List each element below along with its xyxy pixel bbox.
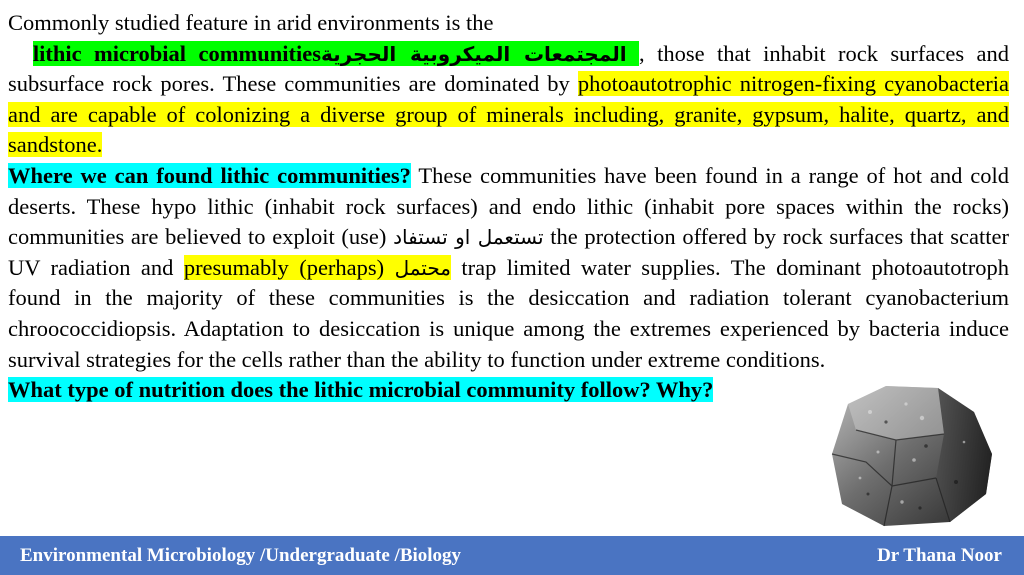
paragraph2-body-3: trap limited water supplies. The dominant photoautotroph found in the majority of these communities is the desiccation and radiation tolerant cyanobacterium chroococcidiopsis. Adaptation to desiccation is unique among the extremes experienced by bacteria induce survival strategies for the cells rather than the ability to function under extreme conditions.	[8, 254, 1009, 372]
paragraph2-body-2: the protection offered by rock surfaces that scatter UV radiation and	[8, 224, 1009, 280]
paragraph1-body: , those that inhabit rock surfaces and subsurface rock pores. These communities are dominated by	[8, 40, 1010, 97]
paragraph2-body-1: These communities have been found in a range of hot and cold deserts. These hypo lithic (inhabit rock surfaces) and endo lithic (inhabit pore spaces within the rocks) communities are believed to exploit (use)	[8, 162, 1009, 250]
presumably-highlight	[184, 255, 451, 280]
lithic-term-arabic: المجتمعات الميكروبية الحجرية	[320, 41, 627, 66]
footer-bar	[0, 536, 1024, 575]
intro-text: Commonly studied feature in arid environments is the	[8, 10, 494, 35]
where-found-question: Where we can found lithic communities?	[8, 162, 411, 188]
paragraph-lithic-communities	[8, 39, 1009, 161]
paragraph-where-found	[8, 161, 1009, 375]
arabic-presumably: محتمل	[394, 255, 451, 280]
slide-body	[8, 8, 1009, 406]
arabic-exploit: تستعمل او تستفاد	[393, 225, 544, 250]
presumably-text: presumably (perhaps)	[183, 254, 395, 280]
cyanobacteria-highlight: photoautotrophic nitrogen-fixing cyanobacteria and are capable of colonizing a diverse group of minerals including, granite, gypsum, halite, quartz, and sandstone.	[8, 71, 1009, 158]
rock-image	[826, 382, 998, 528]
lithic-term-english: lithic microbial communities	[32, 40, 321, 66]
nutrition-question: What type of nutrition does the lithic microbial community follow? Why?	[8, 377, 714, 403]
lithic-term-highlight	[33, 41, 639, 66]
footer-author: Dr Thana Noor	[877, 545, 1002, 566]
footer-course: Environmental Microbiology /Undergraduate /Biology	[20, 545, 462, 566]
intro-line	[8, 8, 1009, 39]
